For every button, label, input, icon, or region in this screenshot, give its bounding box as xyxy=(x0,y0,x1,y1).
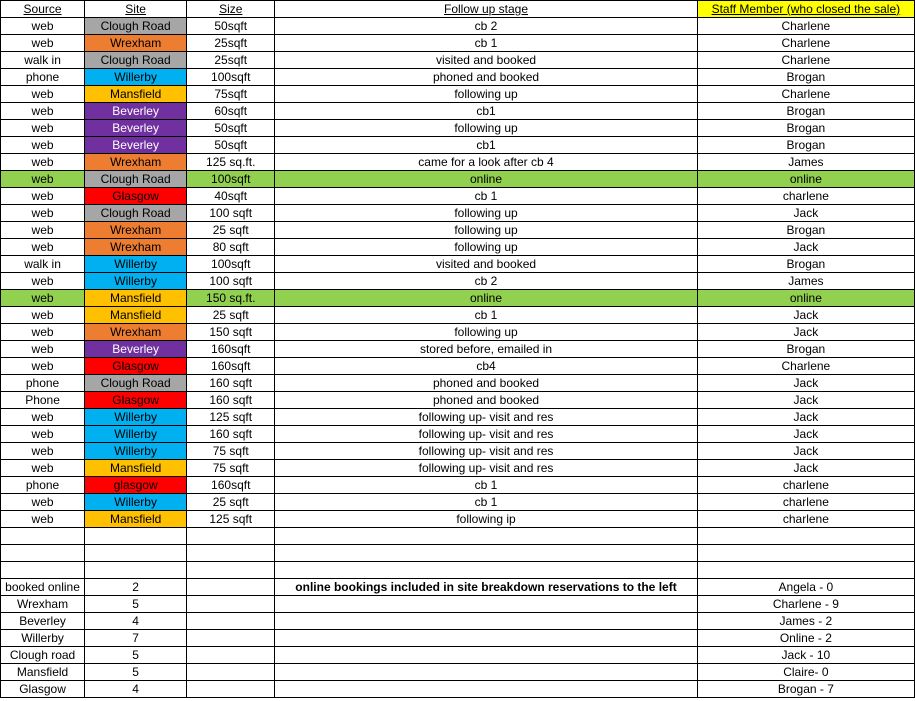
cell-summary-site-label: booked online xyxy=(1,579,85,596)
table-row[interactable] xyxy=(1,222,915,239)
cell-size: 100 sqft xyxy=(187,205,275,222)
cell-size: 50sqft xyxy=(187,120,275,137)
cell-staff-member: Brogan xyxy=(697,103,914,120)
cell-source: web xyxy=(1,324,85,341)
cell-size: 100sqft xyxy=(187,256,275,273)
cell-site: Mansfield xyxy=(85,511,187,528)
cell-size: 25 sqft xyxy=(187,494,275,511)
cell-summary-site-label: Willerby xyxy=(1,630,85,647)
cell-staff-member: Jack xyxy=(697,205,914,222)
cell-follow-up-stage: following up- visit and res xyxy=(275,460,697,477)
summary-row[interactable] xyxy=(1,681,915,698)
cell-summary-staff-count: Jack - 10 xyxy=(697,647,914,664)
cell-source: web xyxy=(1,137,85,154)
cell-size: 160 sqft xyxy=(187,375,275,392)
summary-row[interactable] xyxy=(1,596,915,613)
table-row[interactable] xyxy=(1,188,915,205)
cell-site: Mansfield xyxy=(85,290,187,307)
cell-site: Clough Road xyxy=(85,18,187,35)
cell-summary-staff-count: Brogan - 7 xyxy=(697,681,914,698)
column-header-source: Source xyxy=(1,1,85,18)
cell-site: Mansfield xyxy=(85,86,187,103)
cell-summary-site-label: Beverley xyxy=(1,613,85,630)
cell-staff-member: Jack xyxy=(697,409,914,426)
blank-row xyxy=(1,545,915,562)
cell-staff-member: Jack xyxy=(697,460,914,477)
table-row[interactable] xyxy=(1,52,915,69)
cell-site: Wrexham xyxy=(85,324,187,341)
cell-staff-member: Brogan xyxy=(697,69,914,86)
cell-source: web xyxy=(1,409,85,426)
cell-source: web xyxy=(1,171,85,188)
cell-blank xyxy=(697,545,914,562)
cell-staff-member: Charlene xyxy=(697,358,914,375)
cell-site: Beverley xyxy=(85,341,187,358)
cell-staff-member: Brogan xyxy=(697,341,914,358)
cell-blank xyxy=(1,562,85,579)
cell-site: Clough Road xyxy=(85,205,187,222)
cell-follow-up-stage: online xyxy=(275,290,697,307)
cell-size: 160 sqft xyxy=(187,392,275,409)
cell-blank xyxy=(275,545,697,562)
table-row[interactable] xyxy=(1,273,915,290)
blank-row xyxy=(1,562,915,579)
cell-site: Wrexham xyxy=(85,154,187,171)
cell-staff-member: Jack xyxy=(697,307,914,324)
cell-follow-up-stage: visited and booked xyxy=(275,256,697,273)
cell-source: web xyxy=(1,86,85,103)
cell-staff-member: Charlene xyxy=(697,86,914,103)
table-row[interactable] xyxy=(1,409,915,426)
cell-blank xyxy=(275,528,697,545)
cell-blank xyxy=(187,630,275,647)
summary-row[interactable] xyxy=(1,579,915,596)
table-row[interactable] xyxy=(1,426,915,443)
cell-source: walk in xyxy=(1,52,85,69)
cell-source: phone xyxy=(1,69,85,86)
summary-row[interactable] xyxy=(1,664,915,681)
cell-blank xyxy=(187,579,275,596)
cell-size: 125 sqft xyxy=(187,511,275,528)
cell-follow-up-stage: cb1 xyxy=(275,137,697,154)
cell-follow-up-stage: phoned and booked xyxy=(275,375,697,392)
cell-summary-site-count: 5 xyxy=(85,664,187,681)
cell-staff-member: online xyxy=(697,290,914,307)
table-row[interactable] xyxy=(1,392,915,409)
cell-site: Glasgow xyxy=(85,188,187,205)
table-row[interactable] xyxy=(1,511,915,528)
cell-follow-up-stage: following up xyxy=(275,86,697,103)
cell-staff-member: Charlene xyxy=(697,35,914,52)
cell-blank xyxy=(85,528,187,545)
cell-source: web xyxy=(1,222,85,239)
cell-summary-staff-count: Claire- 0 xyxy=(697,664,914,681)
cell-follow-up-stage: cb 1 xyxy=(275,188,697,205)
cell-blank xyxy=(187,613,275,630)
table-row[interactable] xyxy=(1,307,915,324)
cell-size: 80 sqft xyxy=(187,239,275,256)
cell-source: web xyxy=(1,460,85,477)
cell-staff-member: Jack xyxy=(697,375,914,392)
table-row[interactable] xyxy=(1,290,915,307)
cell-source: web xyxy=(1,307,85,324)
cell-follow-up-stage: following up xyxy=(275,222,697,239)
cell-size: 125 sq.ft. xyxy=(187,154,275,171)
cell-source: web xyxy=(1,154,85,171)
cell-summary-staff-count: Angela - 0 xyxy=(697,579,914,596)
cell-size: 25sqft xyxy=(187,35,275,52)
table-row[interactable] xyxy=(1,137,915,154)
cell-source: phone xyxy=(1,477,85,494)
cell-size: 100sqft xyxy=(187,171,275,188)
cell-site: Wrexham xyxy=(85,35,187,52)
cell-site: Beverley xyxy=(85,103,187,120)
cell-follow-up-stage: following ip xyxy=(275,511,697,528)
cell-site: Mansfield xyxy=(85,460,187,477)
cell-site: Clough Road xyxy=(85,52,187,69)
cell-staff-member: James xyxy=(697,154,914,171)
cell-size: 75 sqft xyxy=(187,460,275,477)
cell-blank xyxy=(275,613,697,630)
cell-site: glasgow xyxy=(85,477,187,494)
cell-size: 100sqft xyxy=(187,69,275,86)
table-header-row xyxy=(1,1,915,18)
blank-row xyxy=(1,528,915,545)
table-row[interactable] xyxy=(1,324,915,341)
cell-source: web xyxy=(1,35,85,52)
cell-staff-member: online xyxy=(697,171,914,188)
cell-size: 50sqft xyxy=(187,18,275,35)
cell-blank xyxy=(275,562,697,579)
cell-staff-member: Jack xyxy=(697,392,914,409)
cell-site: Willerby xyxy=(85,409,187,426)
cell-size: 50sqft xyxy=(187,137,275,154)
cell-source: web xyxy=(1,239,85,256)
cell-staff-member: Jack xyxy=(697,324,914,341)
cell-size: 160sqft xyxy=(187,358,275,375)
table-row[interactable] xyxy=(1,205,915,222)
summary-row[interactable] xyxy=(1,630,915,647)
cell-follow-up-stage: cb4 xyxy=(275,358,697,375)
cell-blank xyxy=(275,664,697,681)
table-row[interactable] xyxy=(1,460,915,477)
table-row[interactable] xyxy=(1,103,915,120)
cell-size: 160 sqft xyxy=(187,426,275,443)
cell-size: 25 sqft xyxy=(187,222,275,239)
cell-site: Clough Road xyxy=(85,375,187,392)
table-row[interactable] xyxy=(1,494,915,511)
table-row[interactable] xyxy=(1,69,915,86)
cell-source: web xyxy=(1,103,85,120)
cell-summary-site-label: Wrexham xyxy=(1,596,85,613)
cell-size: 25 sqft xyxy=(187,307,275,324)
cell-summary-site-label: Mansfield xyxy=(1,664,85,681)
cell-blank xyxy=(275,647,697,664)
cell-source: web xyxy=(1,273,85,290)
cell-follow-up-stage: following up- visit and res xyxy=(275,409,697,426)
summary-row[interactable] xyxy=(1,647,915,664)
cell-summary-note: online bookings included in site breakdown reservations to the left xyxy=(275,579,697,596)
cell-blank xyxy=(187,647,275,664)
cell-site: Willerby xyxy=(85,494,187,511)
cell-blank xyxy=(275,596,697,613)
cell-blank xyxy=(275,681,697,698)
cell-source: web xyxy=(1,120,85,137)
table-row[interactable] xyxy=(1,239,915,256)
cell-blank xyxy=(187,664,275,681)
cell-size: 160sqft xyxy=(187,341,275,358)
cell-blank xyxy=(85,562,187,579)
cell-follow-up-stage: visited and booked xyxy=(275,52,697,69)
cell-blank xyxy=(187,545,275,562)
column-header-follow-up-stage: Follow up stage xyxy=(275,1,697,18)
cell-size: 75 sqft xyxy=(187,443,275,460)
cell-blank xyxy=(85,545,187,562)
cell-source: web xyxy=(1,358,85,375)
cell-staff-member: Brogan xyxy=(697,137,914,154)
cell-staff-member: Charlene xyxy=(697,52,914,69)
cell-follow-up-stage: following up xyxy=(275,205,697,222)
cell-source: web xyxy=(1,290,85,307)
cell-summary-site-count: 5 xyxy=(85,596,187,613)
cell-follow-up-stage: following up- visit and res xyxy=(275,443,697,460)
cell-staff-member: Brogan xyxy=(697,120,914,137)
cell-follow-up-stage: phoned and booked xyxy=(275,392,697,409)
cell-blank xyxy=(1,528,85,545)
cell-follow-up-stage: following up xyxy=(275,324,697,341)
table-body xyxy=(1,18,915,698)
cell-size: 100 sqft xyxy=(187,273,275,290)
cell-site: Willerby xyxy=(85,69,187,86)
cell-summary-site-label: Glasgow xyxy=(1,681,85,698)
cell-source: Phone xyxy=(1,392,85,409)
cell-follow-up-stage: cb 1 xyxy=(275,494,697,511)
cell-staff-member: Brogan xyxy=(697,256,914,273)
cell-summary-staff-count: Charlene - 9 xyxy=(697,596,914,613)
cell-blank xyxy=(275,630,697,647)
table-row[interactable] xyxy=(1,154,915,171)
table-row[interactable] xyxy=(1,256,915,273)
cell-summary-staff-count: James - 2 xyxy=(697,613,914,630)
cell-source: walk in xyxy=(1,256,85,273)
cell-follow-up-stage: came for a look after cb 4 xyxy=(275,154,697,171)
cell-follow-up-stage: following up- visit and res xyxy=(275,426,697,443)
table-row[interactable] xyxy=(1,18,915,35)
cell-site: Beverley xyxy=(85,137,187,154)
cell-site: Wrexham xyxy=(85,222,187,239)
cell-blank xyxy=(187,528,275,545)
cell-size: 150 sq.ft. xyxy=(187,290,275,307)
cell-staff-member: Brogan xyxy=(697,222,914,239)
cell-size: 125 sqft xyxy=(187,409,275,426)
cell-site: Wrexham xyxy=(85,239,187,256)
cell-site: Willerby xyxy=(85,443,187,460)
cell-staff-member: Jack xyxy=(697,239,914,256)
cell-follow-up-stage: stored before, emailed in xyxy=(275,341,697,358)
table-row[interactable] xyxy=(1,375,915,392)
cell-staff-member: charlene xyxy=(697,511,914,528)
column-header-site: Site xyxy=(85,1,187,18)
column-header-staff-member: Staff Member (who closed the sale) xyxy=(697,1,914,18)
cell-staff-member: Charlene xyxy=(697,18,914,35)
cell-source: web xyxy=(1,494,85,511)
cell-site: Willerby xyxy=(85,426,187,443)
table-row[interactable] xyxy=(1,477,915,494)
cell-blank xyxy=(697,528,914,545)
cell-follow-up-stage: cb 1 xyxy=(275,307,697,324)
cell-site: Beverley xyxy=(85,120,187,137)
cell-source: web xyxy=(1,426,85,443)
cell-follow-up-stage: cb1 xyxy=(275,103,697,120)
cell-staff-member: James xyxy=(697,273,914,290)
cell-source: web xyxy=(1,443,85,460)
cell-staff-member: charlene xyxy=(697,494,914,511)
cell-follow-up-stage: following up xyxy=(275,239,697,256)
cell-site: Clough Road xyxy=(85,171,187,188)
cell-summary-site-count: 7 xyxy=(85,630,187,647)
cell-summary-site-count: 2 xyxy=(85,579,187,596)
cell-source: web xyxy=(1,205,85,222)
cell-staff-member: Jack xyxy=(697,426,914,443)
cell-source: web xyxy=(1,511,85,528)
cell-summary-staff-count: Online - 2 xyxy=(697,630,914,647)
cell-summary-site-label: Clough road xyxy=(1,647,85,664)
cell-site: Glasgow xyxy=(85,392,187,409)
cell-follow-up-stage: phoned and booked xyxy=(275,69,697,86)
cell-site: Glasgow xyxy=(85,358,187,375)
table-row[interactable] xyxy=(1,35,915,52)
table-row[interactable] xyxy=(1,120,915,137)
cell-summary-site-count: 4 xyxy=(85,613,187,630)
cell-blank xyxy=(187,596,275,613)
column-header-size: Size xyxy=(187,1,275,18)
cell-source: web xyxy=(1,18,85,35)
cell-size: 40sqft xyxy=(187,188,275,205)
cell-follow-up-stage: cb 2 xyxy=(275,18,697,35)
cell-follow-up-stage: cb 1 xyxy=(275,35,697,52)
cell-size: 75sqft xyxy=(187,86,275,103)
cell-follow-up-stage: following up xyxy=(275,120,697,137)
table-row[interactable] xyxy=(1,358,915,375)
cell-staff-member: charlene xyxy=(697,188,914,205)
cell-follow-up-stage: cb 1 xyxy=(275,477,697,494)
summary-row[interactable] xyxy=(1,613,915,630)
cell-source: web xyxy=(1,341,85,358)
cell-staff-member: charlene xyxy=(697,477,914,494)
cell-staff-member: Jack xyxy=(697,443,914,460)
cell-summary-site-count: 4 xyxy=(85,681,187,698)
cell-size: 150 sqft xyxy=(187,324,275,341)
cell-source: phone xyxy=(1,375,85,392)
cell-blank xyxy=(1,545,85,562)
table-row[interactable] xyxy=(1,341,915,358)
cell-blank xyxy=(187,562,275,579)
cell-summary-site-count: 5 xyxy=(85,647,187,664)
cell-blank xyxy=(187,681,275,698)
cell-site: Willerby xyxy=(85,256,187,273)
cell-follow-up-stage: online xyxy=(275,171,697,188)
cell-size: 60sqft xyxy=(187,103,275,120)
cell-blank xyxy=(697,562,914,579)
cell-site: Mansfield xyxy=(85,307,187,324)
cell-follow-up-stage: cb 2 xyxy=(275,273,697,290)
cell-source: web xyxy=(1,188,85,205)
table-row[interactable] xyxy=(1,171,915,188)
cell-size: 25sqft xyxy=(187,52,275,69)
table-row[interactable] xyxy=(1,86,915,103)
table-row[interactable] xyxy=(1,443,915,460)
cell-site: Willerby xyxy=(85,273,187,290)
cell-size: 160sqft xyxy=(187,477,275,494)
